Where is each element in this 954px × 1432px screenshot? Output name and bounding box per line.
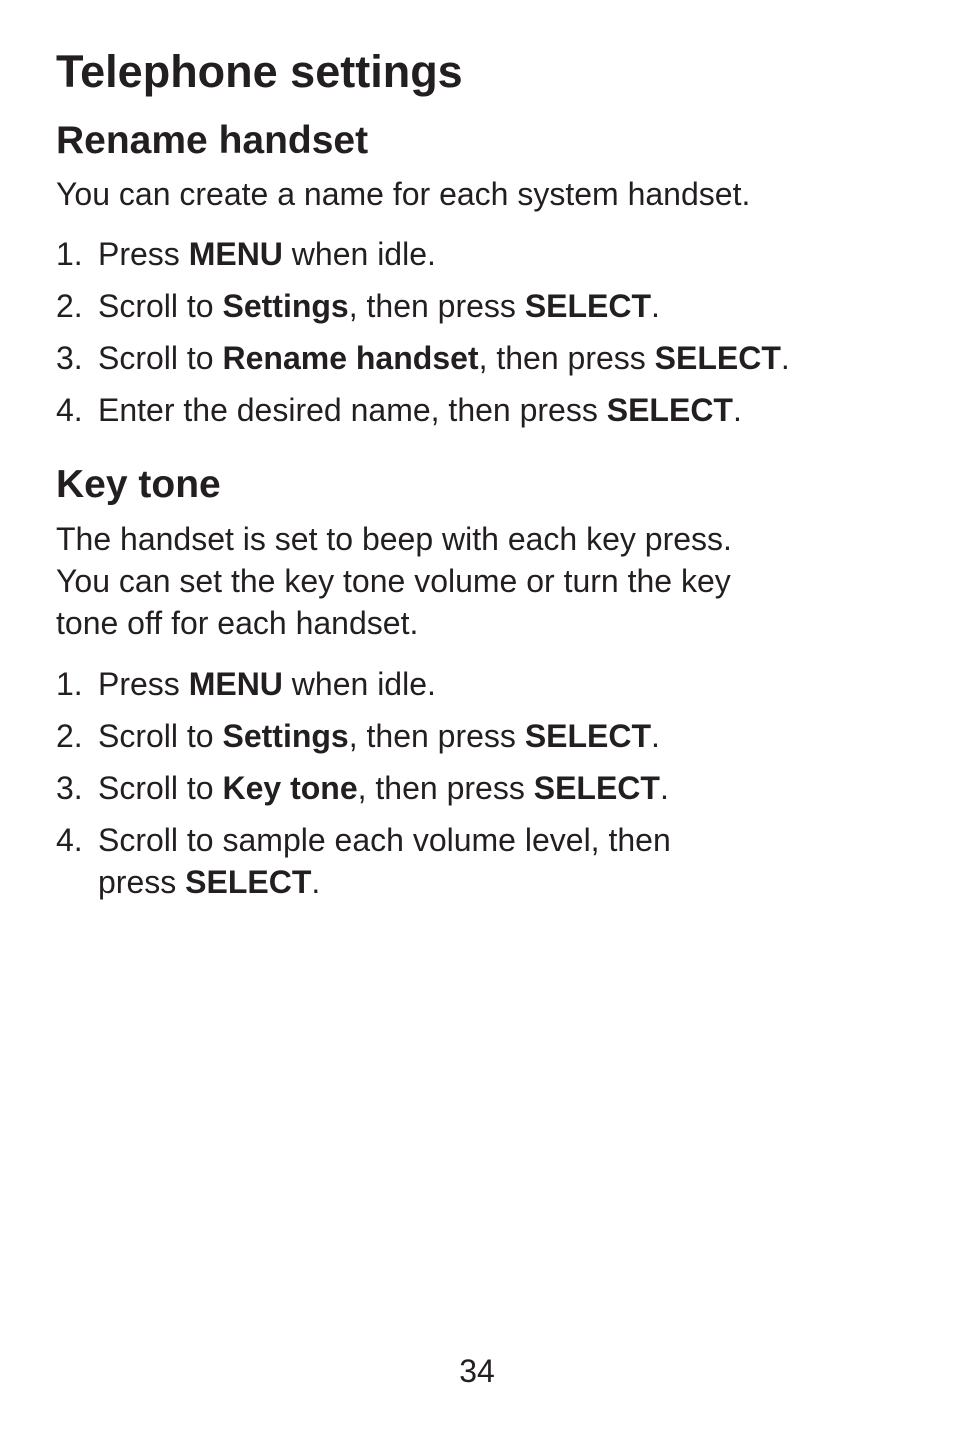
step-number: 1. [56,666,83,702]
key-name: SELECT [533,770,660,806]
intro-line: The handset is set to beep with each key press. [56,521,732,557]
intro-line: tone off for each handset. [56,605,419,641]
key-name: MENU [188,666,283,702]
list-item: 1. Press MENU when idle. [56,663,671,705]
key-tone-intro [56,518,856,644]
menu-name: Rename handset [222,340,479,376]
step-number: 1. [56,236,83,272]
key-name: SELECT [606,392,733,428]
key-name: MENU [188,236,283,272]
step-number: 3. [56,340,83,376]
list-item: 4. Enter the desired name, then press SELECT. [56,389,790,431]
list-item: 3. Scroll to Rename handset, then press SELECT. [56,337,790,379]
step-number: 2. [56,288,83,324]
key-tone-steps [56,663,671,913]
list-item: 1. Press MENU when idle. [56,233,790,275]
step-number: 2. [56,718,83,754]
step-number: 3. [56,770,83,806]
list-item: 3. Scroll to Key tone, then press SELECT. [56,767,671,809]
rename-handset-intro: You can create a name for each system handset. [56,176,751,212]
page-title: Telephone settings [56,46,463,97]
rename-handset-steps [56,233,790,441]
key-name: SELECT [524,718,652,754]
menu-name: Key tone [222,770,358,806]
rename-handset-heading: Rename handset [56,119,369,162]
key-tone-heading: Key tone [56,463,221,506]
list-item: 4. Scroll to sample each volume level, then press SELECT. [56,819,671,903]
intro-line: You can set the key tone volume or turn the key [56,563,731,599]
key-name: SELECT [524,288,652,324]
menu-name: Settings [222,718,349,754]
list-item: 2. Scroll to Settings, then press SELECT. [56,715,671,757]
step-number: 4. [56,822,83,858]
page-number: 34 [459,1353,495,1389]
list-item: 2. Scroll to Settings, then press SELECT. [56,285,790,327]
key-name: SELECT [185,864,312,900]
key-name: SELECT [654,340,781,376]
step-number: 4. [56,392,83,428]
menu-name: Settings [222,288,349,324]
